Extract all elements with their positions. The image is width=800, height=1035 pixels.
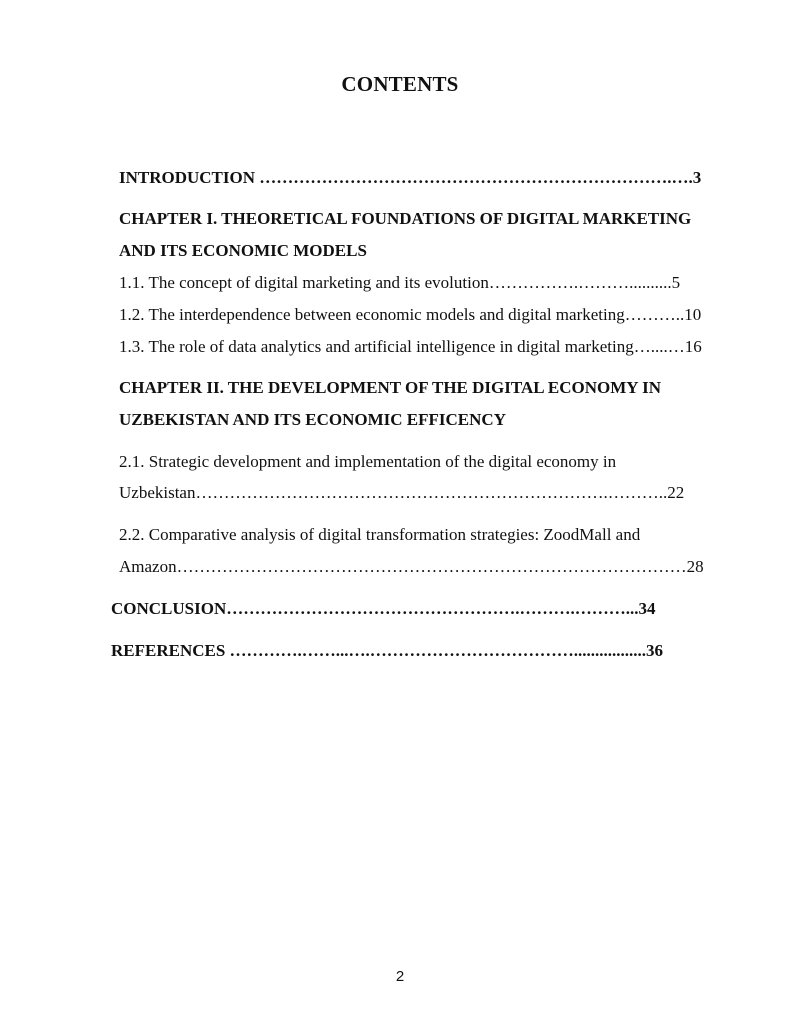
toc-references[interactable]: REFERENCES ………….……...….……………………………….................36	[111, 641, 664, 660]
toc-section-2-1-line1[interactable]: 2.1. Strategic development and implementation of the digital economy in	[119, 452, 617, 471]
toc-section-1-2[interactable]: 1.2. The interdependence between economic models and digital marketing………..10	[119, 305, 702, 324]
toc-conclusion[interactable]: CONCLUSION…………………………………………….……….………...34	[111, 599, 656, 618]
toc-chapter2-title-line1[interactable]: CHAPTER II. THE DEVELOPMENT OF THE DIGITAL ECONOMY IN	[119, 378, 662, 397]
toc-introduction[interactable]: INTRODUCTION ……………………………………………………………….….3	[119, 168, 702, 187]
toc-chapter1-title-line2[interactable]: AND ITS ECONOMIC MODELS	[119, 241, 367, 260]
toc-section-1-1[interactable]: 1.1. The concept of digital marketing and its evolution…………….………..........5	[119, 273, 681, 292]
toc-section-1-3[interactable]: 1.3. The role of data analytics and artificial intelligence in digital marketing…....…16	[119, 337, 702, 356]
page-title: CONTENTS	[341, 72, 459, 96]
toc-section-2-2-line1[interactable]: 2.2. Comparative analysis of digital transformation strategies: ZoodMall and	[119, 525, 641, 544]
toc-chapter1-title-line1[interactable]: CHAPTER I. THEORETICAL FOUNDATIONS OF DIGITAL MARKETING	[119, 209, 692, 228]
toc-chapter2-title-line2[interactable]: UZBEKISTAN AND ITS ECONOMIC EFFICENCY	[119, 410, 506, 429]
toc-section-2-1-line2[interactable]: Uzbekistan……………………………………………………………….………..22	[119, 483, 685, 502]
page-number: 2	[395, 968, 405, 985]
toc-section-2-2-line2[interactable]: Amazon………………………………………………………………………………28	[119, 557, 704, 576]
